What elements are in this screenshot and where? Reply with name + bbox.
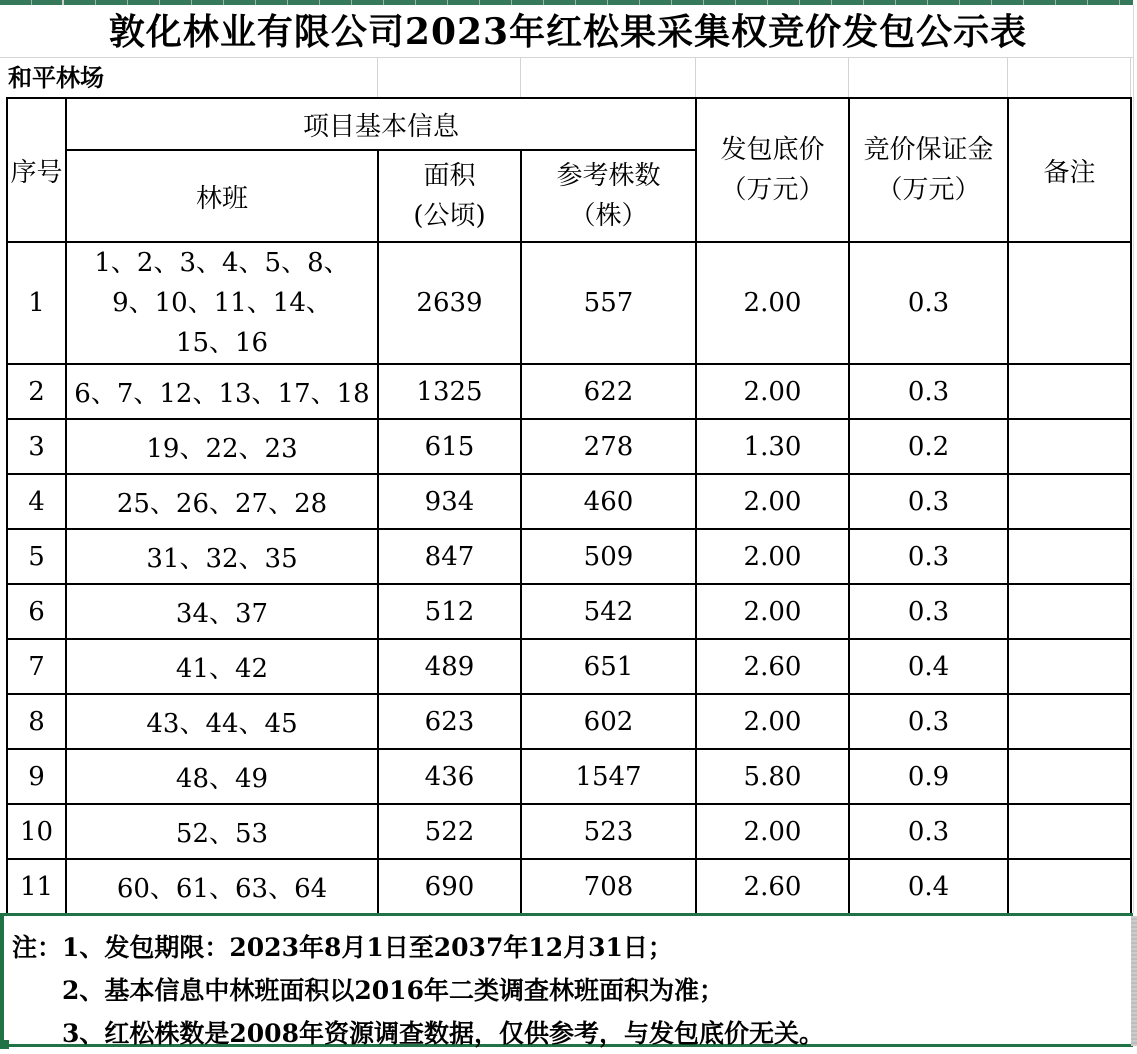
cell-remark: [1008, 529, 1131, 584]
table-row: [7, 529, 1131, 584]
cell-serial: 7: [7, 639, 66, 694]
cell-area: 2639: [378, 242, 521, 364]
deposit-unit: （万元）: [876, 175, 981, 205]
compartment-line: 15、16: [175, 328, 269, 358]
table-row: [7, 804, 1131, 859]
col-header-tree-count: [521, 150, 696, 242]
cell-deposit: 0.3: [849, 364, 1008, 419]
cell-compartment: 34、37: [66, 584, 378, 639]
cell-serial: 5: [7, 529, 66, 584]
cell-tree-count: 1547: [521, 749, 696, 804]
deposit-label: 竞价保证金: [863, 135, 994, 165]
cell-area: 522: [378, 804, 521, 859]
cell-deposit: 0.9: [849, 749, 1008, 804]
scrollbar[interactable]: [1131, 916, 1137, 1046]
note-line-2: 2、基本信息中林班面积以2016年二类调查林班面积为准；: [62, 976, 724, 1005]
gridline: [848, 58, 849, 99]
cell-remark: [1008, 584, 1131, 639]
cell-remark: [1008, 242, 1131, 364]
cell-deposit: 0.3: [849, 584, 1008, 639]
cell-tree-count: 278: [521, 419, 696, 474]
cell-area: 615: [378, 419, 521, 474]
tree-count-label: 参考株数: [556, 161, 661, 191]
cell-base-price: 2.00: [696, 694, 849, 749]
cell-remark: [1008, 804, 1131, 859]
gridline: [377, 58, 378, 99]
cell-serial: 1: [7, 242, 66, 364]
cell-tree-count: 708: [521, 859, 696, 914]
table-row: [7, 749, 1131, 804]
cell-area: 436: [378, 749, 521, 804]
col-header-remark: 备注: [1008, 98, 1131, 242]
compartment-line: 1、2、3、4、5、8、: [94, 248, 350, 278]
cell-base-price: 2.00: [696, 529, 849, 584]
cell-base-price: 5.80: [696, 749, 849, 804]
cell-deposit: 0.4: [849, 859, 1008, 914]
cell-tree-count: 622: [521, 364, 696, 419]
col-header-area: [378, 150, 521, 242]
cell-remark: [1008, 639, 1131, 694]
cell-tree-count: 523: [521, 804, 696, 859]
cell-tree-count: 557: [521, 242, 696, 364]
area-label: 面积: [423, 161, 476, 191]
cell-serial: 10: [7, 804, 66, 859]
cell-area: 489: [378, 639, 521, 694]
cell-compartment: 6、7、12、13、17、18: [66, 364, 378, 419]
cell-tree-count: 542: [521, 584, 696, 639]
cell-remark: [1008, 474, 1131, 529]
cell-serial: 9: [7, 749, 66, 804]
header-row-1: [7, 98, 1131, 150]
tree-count-unit: （株）: [569, 201, 648, 231]
table-row: [7, 584, 1131, 639]
cell-compartment: 43、44、45: [66, 694, 378, 749]
cell-serial: 4: [7, 474, 66, 529]
cell-tree-count: 460: [521, 474, 696, 529]
cell-remark: [1008, 419, 1131, 474]
cell-base-price: 2.00: [696, 474, 849, 529]
farm-name-row: [0, 57, 1133, 99]
base-price-label: 发包底价: [720, 135, 825, 165]
cell-compartment: 25、26、27、28: [66, 474, 378, 529]
col-header-project-info: 项目基本信息: [66, 98, 696, 150]
gridline: [695, 58, 696, 99]
gridline: [1007, 58, 1008, 99]
base-price-unit: （万元）: [720, 175, 825, 205]
table-row: [7, 242, 1131, 364]
gridline-right-edge: [1133, 5, 1134, 913]
bid-table: [6, 97, 1132, 915]
table-row: [7, 474, 1131, 529]
cell-tree-count: 602: [521, 694, 696, 749]
cell-compartment: 60、61、63、64: [66, 859, 378, 914]
cell-serial: 11: [7, 859, 66, 914]
col-header-compartment: 林班: [66, 150, 378, 242]
table-row: [7, 639, 1131, 694]
cell-compartment: 41、42: [66, 639, 378, 694]
cell-base-price: 2.00: [696, 242, 849, 364]
col-header-base-price: [696, 98, 849, 242]
gridline: [520, 58, 521, 99]
cell-area: 934: [378, 474, 521, 529]
selection-fill-handle[interactable]: [0, 1040, 9, 1049]
cell-remark: [1008, 859, 1131, 914]
compartment-line: 9、10、11、14、: [112, 288, 332, 318]
cell-base-price: 2.00: [696, 364, 849, 419]
cell-serial: 6: [7, 584, 66, 639]
table-row: [7, 419, 1131, 474]
cell-deposit: 0.3: [849, 694, 1008, 749]
cell-deposit: 0.4: [849, 639, 1008, 694]
cell-base-price: 1.30: [696, 419, 849, 474]
table-row: [7, 859, 1131, 914]
notes-section: [0, 913, 1133, 1047]
cell-deposit: 0.3: [849, 474, 1008, 529]
cell-compartment: 31、32、35: [66, 529, 378, 584]
cell-deposit: 0.3: [849, 529, 1008, 584]
cell-tree-count: 651: [521, 639, 696, 694]
cell-deposit: 0.2: [849, 419, 1008, 474]
cell-area: 1325: [378, 364, 521, 419]
table-row: [7, 364, 1131, 419]
cell-area: 847: [378, 529, 521, 584]
table-row: [7, 694, 1131, 749]
note-line-3: 3、红松株数是2008年资源调查数据，仅供参考，与发包底价无关。: [62, 1019, 824, 1048]
gridline: [1130, 58, 1131, 99]
cell-serial: 8: [7, 694, 66, 749]
cell-base-price: 2.00: [696, 804, 849, 859]
cell-base-price: 2.60: [696, 859, 849, 914]
cell-deposit: 0.3: [849, 804, 1008, 859]
cell-remark: [1008, 749, 1131, 804]
cell-compartment: 19、22、23: [66, 419, 378, 474]
cell-area: 690: [378, 859, 521, 914]
cell-base-price: 2.60: [696, 639, 849, 694]
farm-name: 和平林场: [8, 63, 104, 92]
cell-remark: [1008, 694, 1131, 749]
cell-tree-count: 509: [521, 529, 696, 584]
col-header-deposit: [849, 98, 1008, 242]
cell-area: 512: [378, 584, 521, 639]
page-title: 敦化林业有限公司2023年红松果采集权竞价发包公示表: [108, 11, 1028, 53]
cell-compartment: 48、49: [66, 749, 378, 804]
cell-remark: [1008, 364, 1131, 419]
area-unit: (公顷): [413, 201, 486, 231]
cell-compartment: 52、53: [66, 804, 378, 859]
cell-base-price: 2.00: [696, 584, 849, 639]
cell-deposit: 0.3: [849, 242, 1008, 364]
cell-area: 623: [378, 694, 521, 749]
col-header-serial: 序号: [7, 98, 66, 242]
cell-compartment: [66, 242, 378, 364]
note-line-1: 注：1、发包期限：2023年8月1日至2037年12月31日；: [12, 933, 673, 962]
cell-serial: 3: [7, 419, 66, 474]
cell-serial: 2: [7, 364, 66, 419]
